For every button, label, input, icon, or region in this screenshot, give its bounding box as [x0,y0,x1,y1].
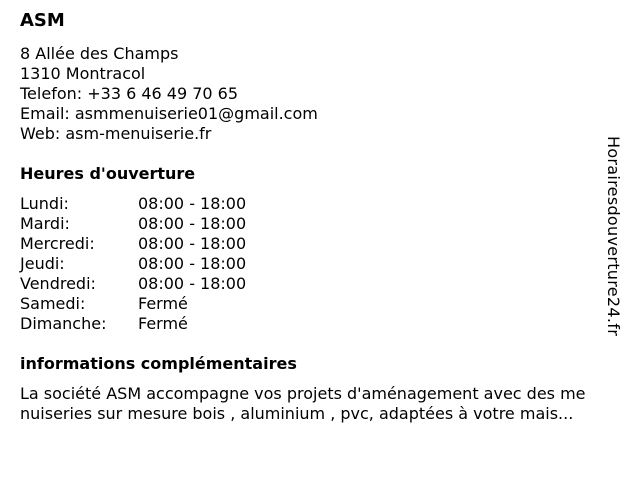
business-name: ASM [20,10,65,31]
contact-block [20,44,620,144]
description-line: nuiseries sur mesure bois , aluminium , pvc, adaptées à votre mais... [20,404,574,423]
hours-row [20,254,246,274]
opening-hours-heading: Heures d'ouverture [20,164,196,183]
hours-row [20,274,246,294]
time-range: 08:00 - 18:00 [138,214,247,233]
hours-row [20,314,246,334]
time-range: 08:00 - 18:00 [138,234,247,253]
day-label: Mardi: [20,214,70,233]
time-range: Fermé [138,294,188,313]
email-address: Email: asmmenuiserie01@gmail.com [20,104,318,123]
day-label: Jeudi: [20,254,65,273]
additional-info-heading: informations complémentaires [20,354,297,373]
day-label: Mercredi: [20,234,95,253]
business-card [20,8,623,424]
day-label: Lundi: [20,194,69,213]
time-range: Fermé [138,314,188,333]
business-description [20,384,632,424]
website: Web: asm-menuiserie.fr [20,124,212,143]
day-label: Samedi: [20,294,86,313]
opening-hours-table [20,194,246,334]
time-range: 08:00 - 18:00 [138,194,247,213]
description-line: La société ASM accompagne vos projets d'aménagement avec des me [20,384,586,403]
street-address: 8 Allée des Champs [20,44,179,63]
phone-number: Telefon: +33 6 46 49 70 65 [20,84,239,103]
hours-row [20,194,246,214]
hours-row [20,294,246,314]
city-address: 1310 Montracol [20,64,146,83]
site-watermark: Horairesdouverture24.fr [604,136,623,337]
time-range: 08:00 - 18:00 [138,274,247,293]
hours-row [20,214,246,234]
day-label: Vendredi: [20,274,96,293]
day-label: Dimanche: [20,314,107,333]
time-range: 08:00 - 18:00 [138,254,247,273]
hours-row [20,234,246,254]
